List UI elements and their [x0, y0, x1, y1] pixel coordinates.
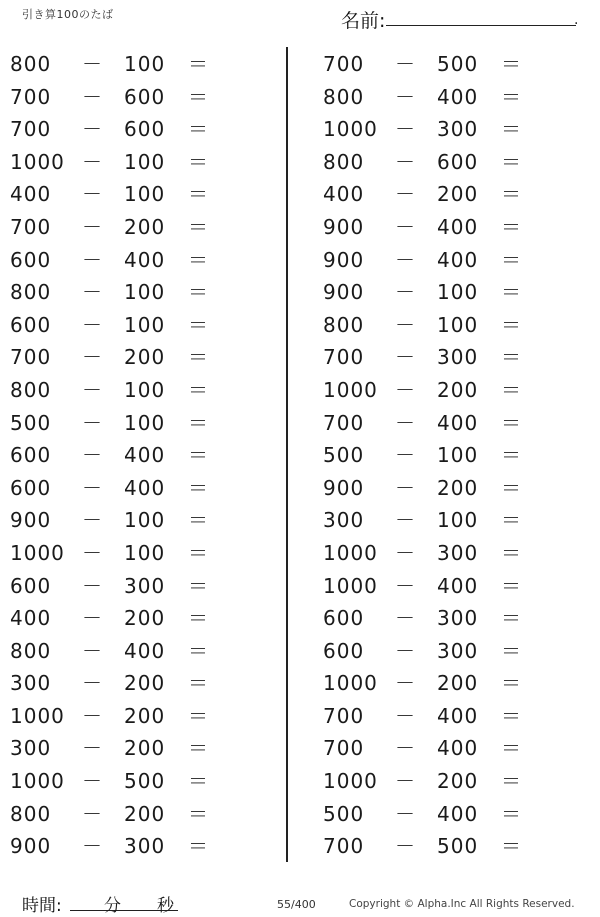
- problem-row: [0, 667, 280, 700]
- equals-sign: ＝: [188, 801, 209, 826]
- equals-sign: ＝: [188, 671, 209, 696]
- minus-sign: －: [82, 214, 103, 239]
- minus-sign: －: [82, 312, 103, 337]
- equals-sign: ＝: [501, 410, 522, 435]
- equals-sign: ＝: [188, 573, 209, 598]
- minus-sign: －: [395, 52, 416, 76]
- minuend: 600: [10, 573, 52, 598]
- minus-sign: －: [82, 52, 103, 76]
- minuend: 800: [10, 801, 52, 826]
- problem-row: [313, 472, 593, 505]
- column-divider: [286, 47, 288, 862]
- equals-sign: ＝: [501, 508, 522, 533]
- minus-sign: －: [82, 149, 103, 174]
- minus-sign: －: [395, 475, 416, 500]
- minus-sign: －: [82, 247, 103, 272]
- subtrahend: 400: [437, 84, 479, 109]
- problem-row: [0, 700, 280, 733]
- minuend: 800: [323, 312, 365, 337]
- minuend: 600: [10, 247, 52, 272]
- subtrahend: 200: [124, 671, 166, 696]
- problem-row: [313, 81, 593, 114]
- left-problem-column: [0, 48, 280, 863]
- minuend: 1000: [323, 377, 378, 402]
- equals-sign: ＝: [501, 573, 522, 598]
- subtrahend: 400: [437, 410, 479, 435]
- minuend: 700: [323, 703, 365, 728]
- subtrahend: 200: [437, 475, 479, 500]
- subtrahend: 600: [124, 84, 166, 109]
- subtrahend: 400: [437, 703, 479, 728]
- minuend: 700: [10, 214, 52, 239]
- subtrahend: 200: [124, 345, 166, 370]
- minuend: 1000: [323, 573, 378, 598]
- minuend: 1000: [10, 769, 65, 794]
- equals-sign: ＝: [501, 671, 522, 696]
- subtrahend: 400: [124, 638, 166, 663]
- minus-sign: －: [82, 540, 103, 565]
- problem-row: [0, 341, 280, 374]
- minuend: 700: [323, 345, 365, 370]
- minus-sign: －: [395, 280, 416, 305]
- minuend: 700: [323, 410, 365, 435]
- minus-sign: －: [395, 508, 416, 533]
- problem-row: [313, 635, 593, 668]
- problem-row: [313, 570, 593, 603]
- subtrahend: 100: [124, 182, 166, 207]
- minus-sign: －: [395, 377, 416, 402]
- minus-sign: －: [395, 84, 416, 109]
- minus-sign: －: [82, 573, 103, 598]
- subtrahend: 200: [437, 377, 479, 402]
- minuend: 700: [10, 84, 52, 109]
- problem-row: [313, 276, 593, 309]
- equals-sign: ＝: [188, 410, 209, 435]
- equals-sign: ＝: [188, 638, 209, 663]
- name-input-line[interactable]: [386, 25, 576, 26]
- problem-row: [0, 765, 280, 798]
- minus-sign: －: [395, 149, 416, 174]
- subtrahend: 500: [437, 834, 479, 859]
- minuend: 300: [10, 671, 52, 696]
- minuend: 800: [323, 84, 365, 109]
- copyright-notice: Copyright © Alpha.Inc All Rights Reserved.: [349, 898, 575, 910]
- minus-sign: －: [395, 801, 416, 826]
- problem-row: [313, 830, 593, 863]
- subtrahend: 500: [124, 769, 166, 794]
- equals-sign: ＝: [188, 703, 209, 728]
- subtrahend: 300: [124, 573, 166, 598]
- subtrahend: 400: [124, 247, 166, 272]
- subtrahend: 100: [437, 443, 479, 468]
- minus-sign: －: [82, 508, 103, 533]
- minuend: 900: [10, 834, 52, 859]
- equals-sign: ＝: [501, 52, 522, 76]
- minus-sign: －: [82, 834, 103, 859]
- equals-sign: ＝: [188, 834, 209, 859]
- equals-sign: ＝: [188, 606, 209, 631]
- equals-sign: ＝: [501, 475, 522, 500]
- time-label: 時間:: [22, 896, 62, 916]
- problem-row: [0, 830, 280, 863]
- equals-sign: ＝: [188, 117, 209, 142]
- minuend: 1000: [323, 117, 378, 142]
- equals-sign: ＝: [501, 703, 522, 728]
- minus-sign: －: [395, 834, 416, 859]
- minuend: 900: [323, 475, 365, 500]
- minus-sign: －: [82, 671, 103, 696]
- problem-row: [0, 602, 280, 635]
- subtrahend: 300: [437, 606, 479, 631]
- minus-sign: －: [395, 345, 416, 370]
- problem-row: [313, 667, 593, 700]
- subtrahend: 100: [124, 52, 166, 76]
- minuend: 1000: [10, 149, 65, 174]
- equals-sign: ＝: [501, 769, 522, 794]
- subtrahend: 400: [437, 801, 479, 826]
- subtrahend: 200: [437, 182, 479, 207]
- subtrahend: 300: [437, 638, 479, 663]
- equals-sign: ＝: [188, 52, 209, 76]
- minuend: 500: [323, 443, 365, 468]
- minus-sign: －: [395, 312, 416, 337]
- minuend: 800: [323, 149, 365, 174]
- equals-sign: ＝: [501, 801, 522, 826]
- equals-sign: ＝: [501, 312, 522, 337]
- page-number: 55/400: [277, 898, 316, 911]
- minus-sign: －: [395, 736, 416, 761]
- problem-row: [313, 732, 593, 765]
- problem-row: [0, 798, 280, 831]
- subtrahend: 400: [437, 573, 479, 598]
- equals-sign: ＝: [501, 443, 522, 468]
- subtrahend: 100: [124, 377, 166, 402]
- minus-sign: －: [82, 410, 103, 435]
- subtrahend: 600: [437, 149, 479, 174]
- problem-row: [313, 537, 593, 570]
- minus-sign: －: [82, 736, 103, 761]
- minuend: 600: [323, 638, 365, 663]
- minuend: 700: [323, 736, 365, 761]
- equals-sign: ＝: [188, 247, 209, 272]
- equals-sign: ＝: [188, 182, 209, 207]
- minuend: 800: [10, 377, 52, 402]
- equals-sign: ＝: [501, 606, 522, 631]
- problem-row: [0, 178, 280, 211]
- minuend: 1000: [323, 671, 378, 696]
- minus-sign: －: [82, 345, 103, 370]
- minus-sign: －: [82, 703, 103, 728]
- minuend: 700: [10, 345, 52, 370]
- subtrahend: 100: [437, 280, 479, 305]
- problem-row: [313, 178, 593, 211]
- equals-sign: ＝: [501, 149, 522, 174]
- equals-sign: ＝: [188, 540, 209, 565]
- minus-sign: －: [395, 182, 416, 207]
- minuend: 700: [10, 117, 52, 142]
- minuend: 600: [10, 312, 52, 337]
- equals-sign: ＝: [501, 182, 522, 207]
- equals-sign: ＝: [501, 247, 522, 272]
- minuend: 700: [323, 52, 365, 76]
- minuend: 900: [323, 280, 365, 305]
- equals-sign: ＝: [188, 508, 209, 533]
- subtrahend: 600: [124, 117, 166, 142]
- problem-row: [0, 407, 280, 440]
- minuend: 400: [323, 182, 365, 207]
- subtrahend: 300: [437, 540, 479, 565]
- minus-sign: －: [82, 84, 103, 109]
- minus-sign: －: [82, 769, 103, 794]
- subtrahend: 300: [124, 834, 166, 859]
- problem-row: [0, 244, 280, 277]
- subtrahend: 200: [437, 769, 479, 794]
- minuend: 600: [323, 606, 365, 631]
- equals-sign: ＝: [501, 377, 522, 402]
- minus-sign: －: [395, 117, 416, 142]
- equals-sign: ＝: [188, 214, 209, 239]
- subtrahend: 100: [124, 508, 166, 533]
- minuend: 1000: [10, 703, 65, 728]
- problem-row: [313, 602, 593, 635]
- minus-sign: －: [82, 638, 103, 663]
- problem-row: [313, 146, 593, 179]
- minus-sign: －: [395, 703, 416, 728]
- minuend: 400: [10, 606, 52, 631]
- problem-row: [313, 407, 593, 440]
- minus-sign: －: [82, 182, 103, 207]
- minus-sign: －: [82, 801, 103, 826]
- problem-row: [0, 732, 280, 765]
- minuend: 500: [323, 801, 365, 826]
- subtrahend: 200: [437, 671, 479, 696]
- equals-sign: ＝: [188, 149, 209, 174]
- seconds-label: 秒: [157, 896, 174, 916]
- problem-row: [0, 113, 280, 146]
- minus-sign: －: [395, 214, 416, 239]
- minuend: 600: [10, 443, 52, 468]
- problem-row: [313, 374, 593, 407]
- minuend: 800: [10, 52, 52, 76]
- subtrahend: 100: [124, 280, 166, 305]
- name-line-dot: .: [574, 12, 579, 28]
- problem-row: [313, 244, 593, 277]
- problem-row: [0, 211, 280, 244]
- equals-sign: ＝: [188, 377, 209, 402]
- subtrahend: 400: [124, 443, 166, 468]
- minus-sign: －: [395, 410, 416, 435]
- minus-sign: －: [82, 443, 103, 468]
- subtrahend: 200: [124, 736, 166, 761]
- problem-row: [313, 765, 593, 798]
- equals-sign: ＝: [188, 736, 209, 761]
- minus-sign: －: [82, 606, 103, 631]
- minus-sign: －: [395, 247, 416, 272]
- problem-row: [313, 798, 593, 831]
- subtrahend: 300: [437, 345, 479, 370]
- equals-sign: ＝: [188, 769, 209, 794]
- minuend: 500: [10, 410, 52, 435]
- problem-row: [0, 276, 280, 309]
- minuend: 300: [10, 736, 52, 761]
- problem-row: [0, 504, 280, 537]
- problem-row: [313, 113, 593, 146]
- minus-sign: －: [395, 443, 416, 468]
- equals-sign: ＝: [501, 345, 522, 370]
- problem-row: [0, 48, 280, 81]
- minus-sign: －: [82, 117, 103, 142]
- equals-sign: ＝: [188, 475, 209, 500]
- minus-sign: －: [395, 671, 416, 696]
- problem-row: [0, 635, 280, 668]
- subtrahend: 400: [124, 475, 166, 500]
- subtrahend: 500: [437, 52, 479, 76]
- subtrahend: 400: [437, 247, 479, 272]
- equals-sign: ＝: [501, 540, 522, 565]
- problem-row: [0, 374, 280, 407]
- problem-row: [0, 146, 280, 179]
- minuend: 900: [323, 214, 365, 239]
- minus-sign: －: [395, 769, 416, 794]
- subtrahend: 100: [124, 312, 166, 337]
- problem-row: [313, 309, 593, 342]
- problem-row: [313, 439, 593, 472]
- minuend: 800: [10, 638, 52, 663]
- right-problem-column: [313, 48, 593, 863]
- subtrahend: 100: [124, 540, 166, 565]
- subtrahend: 100: [437, 312, 479, 337]
- minus-sign: －: [82, 475, 103, 500]
- problem-row: [0, 570, 280, 603]
- equals-sign: ＝: [501, 736, 522, 761]
- problem-row: [0, 439, 280, 472]
- minuend: 700: [323, 834, 365, 859]
- name-label: 名前:: [341, 10, 386, 32]
- equals-sign: ＝: [188, 280, 209, 305]
- minuend: 400: [10, 182, 52, 207]
- subtrahend: 200: [124, 801, 166, 826]
- equals-sign: ＝: [188, 443, 209, 468]
- minuend: 1000: [323, 769, 378, 794]
- subtrahend: 400: [437, 736, 479, 761]
- minus-sign: －: [395, 540, 416, 565]
- minus-sign: －: [82, 377, 103, 402]
- problem-row: [0, 472, 280, 505]
- minutes-label: 分: [104, 896, 121, 916]
- subtrahend: 300: [437, 117, 479, 142]
- equals-sign: ＝: [501, 117, 522, 142]
- subtrahend: 400: [437, 214, 479, 239]
- equals-sign: ＝: [501, 214, 522, 239]
- minus-sign: －: [395, 606, 416, 631]
- minus-sign: －: [395, 573, 416, 598]
- subtrahend: 100: [437, 508, 479, 533]
- problem-row: [0, 81, 280, 114]
- minuend: 1000: [323, 540, 378, 565]
- worksheet-title: 引き算100のたば: [22, 8, 114, 21]
- problem-row: [0, 309, 280, 342]
- subtrahend: 200: [124, 703, 166, 728]
- minuend: 1000: [10, 540, 65, 565]
- problem-row: [313, 700, 593, 733]
- minuend: 300: [323, 508, 365, 533]
- equals-sign: ＝: [501, 84, 522, 109]
- minuend: 800: [10, 280, 52, 305]
- minuend: 900: [10, 508, 52, 533]
- subtrahend: 200: [124, 214, 166, 239]
- subtrahend: 200: [124, 606, 166, 631]
- subtrahend: 100: [124, 149, 166, 174]
- equals-sign: ＝: [188, 84, 209, 109]
- equals-sign: ＝: [501, 638, 522, 663]
- equals-sign: ＝: [501, 834, 522, 859]
- equals-sign: ＝: [188, 345, 209, 370]
- problem-row: [313, 341, 593, 374]
- subtrahend: 100: [124, 410, 166, 435]
- minuend: 600: [10, 475, 52, 500]
- problem-row: [0, 537, 280, 570]
- minus-sign: －: [395, 638, 416, 663]
- minuend: 900: [323, 247, 365, 272]
- equals-sign: ＝: [501, 280, 522, 305]
- problem-row: [313, 48, 593, 81]
- problem-row: [313, 504, 593, 537]
- minus-sign: －: [82, 280, 103, 305]
- problem-row: [313, 211, 593, 244]
- equals-sign: ＝: [188, 312, 209, 337]
